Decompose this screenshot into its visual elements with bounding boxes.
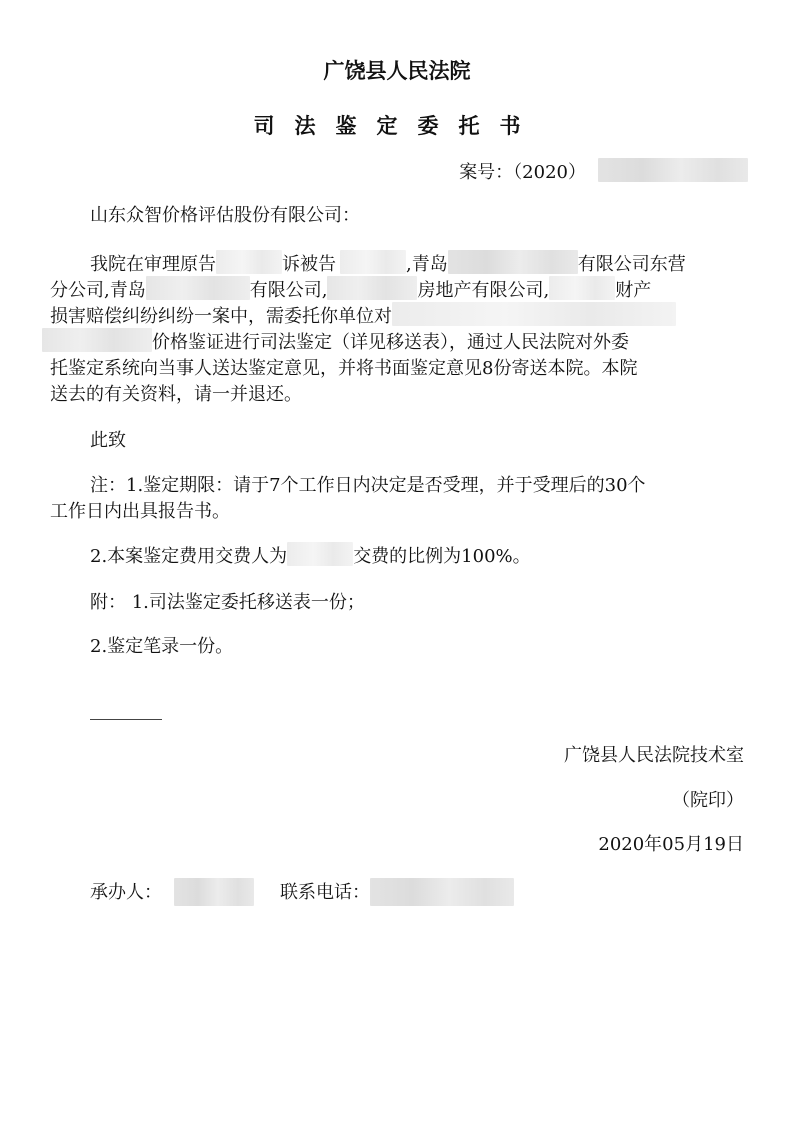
redacted-phone xyxy=(370,878,514,906)
redacted-payer xyxy=(287,542,353,566)
court-seal: （院印） xyxy=(672,790,744,811)
redacted-defendant xyxy=(340,250,406,274)
note-1-cont: 工作日内出具报告书。 xyxy=(50,501,230,522)
body-text: 有限公司东营 xyxy=(577,254,686,275)
body-text: 我院在审理原告 xyxy=(90,254,216,275)
issue-date: 2020年05月19日 xyxy=(598,834,744,855)
body-line-6: 送去的有关资料，请一并退还。 xyxy=(50,384,302,405)
body-line-3 xyxy=(50,302,676,330)
redacted-company xyxy=(448,250,578,274)
note-text: 2.本案鉴定费用交费人为 xyxy=(90,546,288,567)
body-text: 分公司,青岛 xyxy=(50,280,146,301)
issuing-department: 广饶县人民法院技术室 xyxy=(564,745,744,766)
redacted-party xyxy=(549,276,615,300)
body-text: 有限公司, xyxy=(249,280,328,301)
redacted-subject xyxy=(392,302,676,326)
attachment-2: 2.鉴定笔录一份。 xyxy=(90,636,234,657)
contact-line xyxy=(90,878,514,906)
redacted-plaintiff xyxy=(216,250,282,274)
note-1: 注：1.鉴定期限：请于7个工作日内决定是否受理，并于受理后的30个 xyxy=(90,475,646,496)
court-name: 广饶县人民法院 xyxy=(323,59,471,83)
body-text: 诉被告 xyxy=(282,254,336,275)
body-line-5: 托鉴定系统向当事人送达鉴定意见，并将书面鉴定意见8份寄送本院。本院 xyxy=(50,358,638,379)
redacted-case-number xyxy=(598,158,748,182)
body-line-2 xyxy=(50,276,651,304)
body-line-1 xyxy=(90,250,686,278)
body-text: 价格鉴证进行司法鉴定（详见移送表），通过人民法院对外委 xyxy=(152,332,629,353)
recipient: 山东众智价格评估股份有限公司： xyxy=(90,205,360,226)
redacted-company xyxy=(327,276,417,300)
body-text: 财产 xyxy=(615,280,652,301)
redacted-company xyxy=(146,276,250,300)
case-number-label: 案号：（2020） xyxy=(459,162,586,183)
note-text: 交费的比例为100%。 xyxy=(353,546,531,567)
redacted-handler xyxy=(174,878,254,906)
closing: 此致 xyxy=(90,430,126,451)
body-text: 损害赔偿纠纷纠纷一案中，需委托你单位对 xyxy=(50,306,392,327)
body-line-4 xyxy=(42,328,629,356)
redacted-subject xyxy=(42,328,152,352)
attachment-1: 附： 1.司法鉴定委托移送表一份； xyxy=(90,592,365,613)
handler-label: 承办人： xyxy=(90,882,162,903)
note-2 xyxy=(90,542,531,570)
document-title: 司法鉴定委托书 xyxy=(253,114,541,138)
phone-label: 联系电话： xyxy=(280,882,370,903)
body-text: 房地产有限公司, xyxy=(417,280,550,301)
body-text: ,青岛 xyxy=(406,254,448,275)
case-number xyxy=(459,158,748,186)
divider xyxy=(90,719,162,720)
